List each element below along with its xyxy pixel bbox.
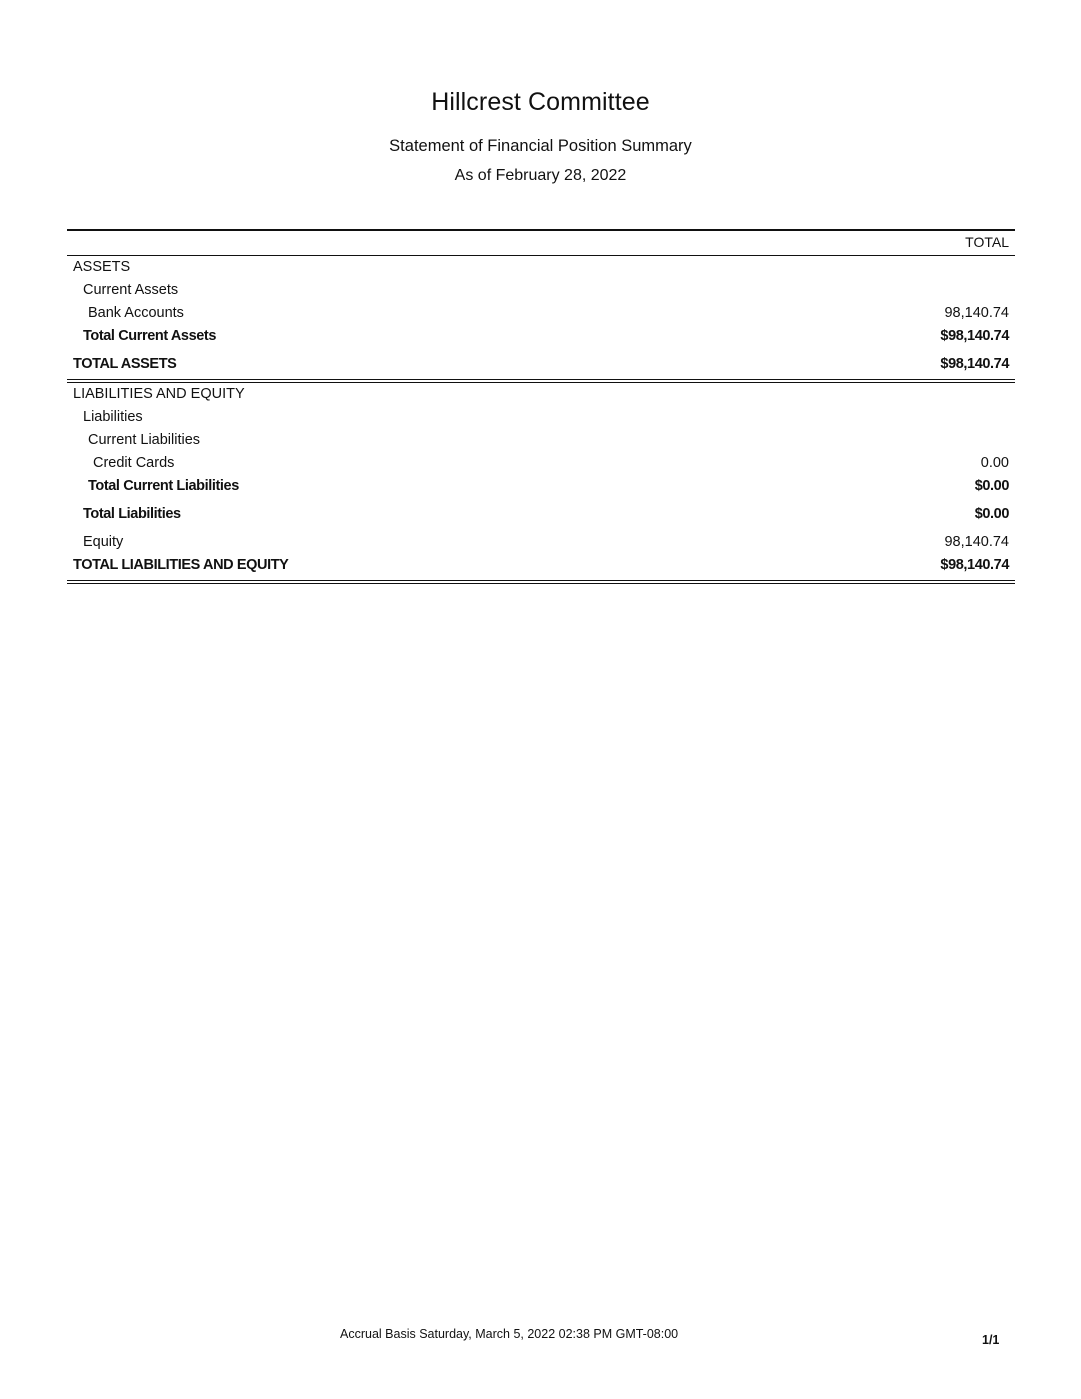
- table-row: [67, 475, 1015, 498]
- report-date: As of February 28, 2022: [454, 167, 627, 184]
- report-title: Statement of Financial Position Summary: [389, 137, 692, 155]
- total-current-liabilities-value: $0.00: [974, 478, 1009, 494]
- table-row: [67, 348, 1015, 376]
- equity-label: Equity: [83, 534, 124, 550]
- total-liabilities-equity-value: $98,140.74: [940, 557, 1009, 573]
- table-row: [67, 383, 1015, 406]
- current-liabilities-label: Current Liabilities: [88, 432, 201, 448]
- footer-basis-timestamp: Accrual Basis Saturday, March 5, 2022 02:38 PM GMT-08:00: [340, 1327, 679, 1341]
- total-assets-label: TOTAL ASSETS: [73, 356, 177, 372]
- financial-position-table: [67, 229, 1015, 584]
- table-row: [67, 498, 1015, 526]
- table-row: [67, 302, 1015, 325]
- table-row: [67, 325, 1015, 348]
- credit-cards-label: Credit Cards: [93, 455, 175, 471]
- table-row: [67, 406, 1015, 429]
- table-row: [67, 256, 1015, 279]
- table-row: [67, 452, 1015, 475]
- table-row: [67, 526, 1015, 554]
- column-header-row: [67, 231, 1015, 256]
- assets-heading: ASSETS: [73, 259, 131, 275]
- total-current-assets-value: $98,140.74: [940, 328, 1009, 344]
- total-liabilities-value: $0.00: [974, 506, 1009, 522]
- page-number: 1/1: [982, 1333, 1000, 1347]
- total-assets-value: $98,140.74: [940, 356, 1009, 372]
- total-liabilities-equity-label: TOTAL LIABILITIES AND EQUITY: [73, 557, 289, 573]
- total-current-liabilities-label: Total Current Liabilities: [88, 478, 239, 494]
- credit-cards-value: 0.00: [980, 455, 1009, 471]
- liabilities-label: Liabilities: [83, 409, 143, 425]
- bank-accounts-value: 98,140.74: [944, 305, 1009, 321]
- equity-value: 98,140.74: [944, 534, 1009, 550]
- table-row: [67, 554, 1015, 577]
- total-current-assets-label: Total Current Assets: [83, 328, 216, 344]
- liabilities-equity-heading: LIABILITIES AND EQUITY: [73, 386, 245, 402]
- current-assets-label: Current Assets: [83, 282, 179, 298]
- table-row: [67, 429, 1015, 452]
- table-bottom-rule: [67, 580, 1015, 584]
- column-header-total: TOTAL: [965, 234, 1009, 250]
- table-row: [67, 279, 1015, 302]
- total-liabilities-label: Total Liabilities: [83, 506, 181, 522]
- bank-accounts-label: Bank Accounts: [88, 305, 184, 321]
- organization-name: Hillcrest Committee: [431, 88, 650, 116]
